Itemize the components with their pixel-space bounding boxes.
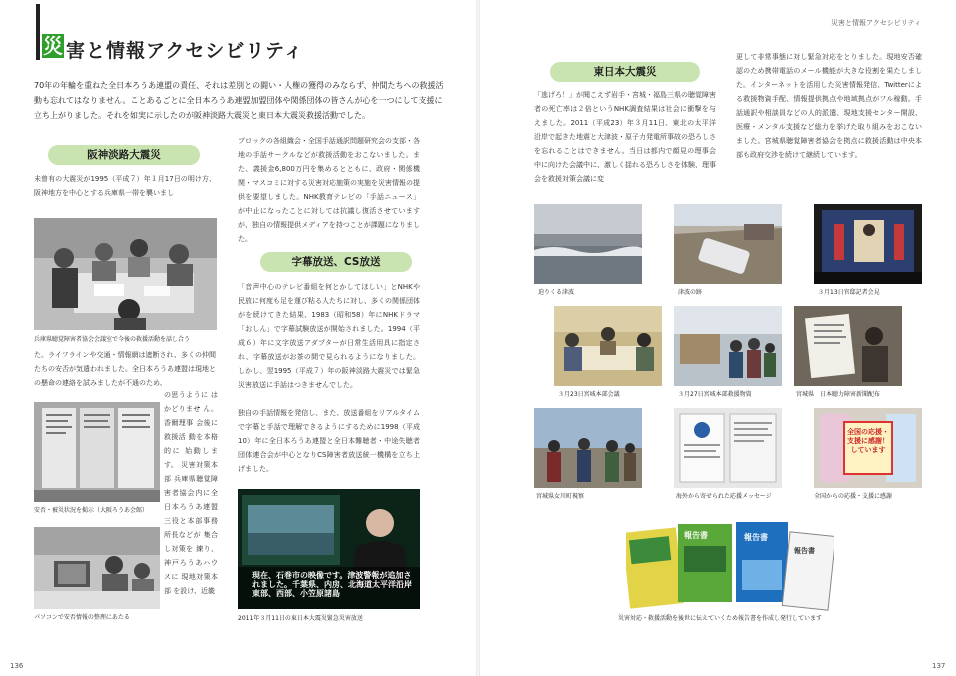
column2-text-top: ブロックの各組織会・全国手話通訳問題研究会の支部・各地の手話サークルなどが救援活動をおこないました。また、義援金6,800万円を集めるとともに、政府・関係機関・マスコミに対する災害対応施策の実施を災害情報の提供を要望しました。NHK教育テレビの「手話ニュース」が中止になったことに対しては抗議し復活させていますが、独自の情報提供メディアを持つことが課題になりました。 [238, 137, 420, 243]
right-column1-text: 「逃げろ！」が聞こえず岩手・宮城・福島三県の聴覚障害者の死亡率は２倍というNHK調査結果は社会に衝撃を与えました。2011（平成23）年３月11日、東北の太平洋沿岸で起きた地震と大津波・原子力発電所事故の恐ろしさを忘れることはできません。当日は都内で顔見の理事会中に向けた会議中に、激しく揺れる恐ろしさを体験、理事会を救援対策会議に変 [534, 91, 716, 183]
report-label-2: 報告書 [744, 533, 768, 542]
photo-notice-board [34, 402, 160, 502]
page-number-right: 137 [932, 662, 946, 670]
intro-paragraph: 70年の年輪を重ねた全日本ろうあ連盟の責任、それは差別との闘い・人権の獲得のみならず、仲間たちへの救援活動も忘れてはなりません。ことあるごとに全日本ろうあ連盟加盟団体や関係団体の皆さんが心を一つにして支援に立ち上がりました。それを如実に示したのが阪神淡路大震災と東日本大震災救援活動でした。 [34, 81, 444, 120]
caption-pc: パソコンで安否情報の整理にあたる [34, 614, 130, 621]
newspaper-illustration [794, 306, 902, 386]
pc-illustration [34, 527, 160, 609]
caption-aftermath: 津波の跡 [678, 289, 703, 296]
reports-stack [626, 520, 834, 612]
right-page [478, 0, 956, 676]
page-number-left: 136 [10, 662, 24, 670]
press-illustration [814, 204, 922, 284]
caption-thanks: 全国からの応援・支援に感謝 [814, 493, 893, 500]
report-label-1: 報告書 [684, 531, 708, 540]
meeting-illustration [34, 218, 217, 330]
caption-tsunami: 迫りくる津波 [538, 289, 575, 296]
photo-newspaper [794, 306, 902, 386]
caption-messages: 海外から寄せられた応援メッセージ [676, 493, 772, 500]
section-heading-higashi: 東日本大震災 [550, 62, 700, 82]
report-label-3: 報告書 [794, 547, 815, 555]
page-title: 害と情報アクセシビリティ [66, 40, 304, 62]
photo-meeting [34, 218, 217, 330]
board-illustration [34, 402, 160, 502]
title-accent-bar [36, 4, 40, 60]
caption-meeting-323: ３月23日宮城本部会議 [558, 391, 620, 398]
running-head: 災害と情報アクセシビリティ [831, 19, 922, 27]
column1-text-middle: た。ライフラインや交通・情報網は遮断され、多くの仲間たちの安否が気遣われました。全日本ろうあ連盟は現地との懸命の連絡を試みましたが不通のため、 [34, 351, 216, 387]
photo-tsunami [534, 204, 642, 284]
tsunami-illustration [534, 204, 642, 284]
reports-illustration [626, 520, 834, 612]
poster-text: 全国の応援・支援に感謝！しています [847, 428, 889, 454]
tv-subtitle: 現在、石巻市の映像です。津波警報が追加されました。千葉県、内房、北海道太平洋沿岸東部、西部、小笠原諸島 [252, 571, 412, 598]
caption-board: 安否・被災状況を掲示（大阪ろうあ会館） [34, 507, 149, 514]
right-column2-text: 更して非常事態に対し緊急対応をとりました。現地安否確認のため携帯電話のメール機能が大きな役割を果たしました。インターネットを活用した災害情報発信、Twitterによる救援物資手配、情報提供拠点や地域拠点がフル稼動。手話通訳や相談員などの人的派遣、現地支援センター開設、医療・メンタル支援など総力を挙げた取り組みをおこないました。宮城県聴覚障害者協会を拠点に救援活動は中央本部も政府交渉を続けて継続しています。 [736, 53, 922, 159]
caption-relief-supplies: ３月27日宮城本部救援物資 [678, 391, 752, 398]
photo-messages [674, 408, 782, 488]
meeting-323-illustration [554, 306, 662, 386]
relief-illustration [674, 306, 782, 386]
section-heading-hanshin: 阪神淡路大震災 [48, 145, 200, 165]
caption-newspaper: 宮城県 日本聴力障害新聞配布 [796, 391, 881, 398]
column2-text-middle: 「音声中心のテレビ番組を何とかしてほしい」とNHKや民放に何度も足を運び粘る人たちに対し、多くの関係団体がを続けてきた結果、1983（昭和58）年にNHKドラマ「おしん」で字幕試験放送が開始されました。1994（平成６）年に文字放送アダプターが日常生活用具に指定され、字幕放送がお茶の間で見られるようになりました。しかし、翌1995（平成７）年の阪神淡路大震災では緊急災害放送に手話はつきませんでした。 [238, 283, 420, 389]
column2-text-bottom: 独自の手話情報を発信し、また、放送番組をリアルタイムで字幕と手話で理解できるようにするために1998（平成10）年に全日本ろうあ連盟と全日本難聴者・中途失聴者団体連合会が中心となりCS障害者放送統一機構を立ち上げました。 [238, 409, 420, 473]
photo-thanks-poster [814, 408, 922, 488]
title-first-char: 災 [43, 34, 63, 58]
photo-press-conference [814, 204, 922, 284]
photo-onagawa [534, 408, 642, 488]
column1-text-top: 未曾有の大震災が1995（平成７）年１月17日の明け方、阪神地方を中心とする兵庫県一帯を襲いまし [34, 175, 216, 197]
photo-pc [34, 527, 160, 609]
photo-meeting-323 [554, 306, 662, 386]
aftermath-illustration [674, 204, 782, 284]
photo-tv-broadcast [238, 489, 420, 609]
photo-aftermath [674, 204, 782, 284]
messages-illustration [674, 408, 782, 488]
onagawa-illustration [534, 408, 642, 488]
section-heading-jimaku: 字幕放送、CS放送 [260, 252, 412, 272]
caption-onagawa: 宮城県女川町視察 [536, 493, 585, 500]
column1-text-narrow: の思うように はかどりませ ん。香爾理事 会後に救援活 動を本格的に 始動します。 災害対策本部 兵庫県聴覚障害者協会内に全日本ろうあ連盟 三役と本部事務所長などが 集合し対策を 練り、神戸ろうあハウスに 現地対策本部 を設け、近畿 [164, 391, 218, 595]
caption-reports: 災害対応・救援活動を後世に伝えていくため報告書を作成し発行しています [618, 615, 823, 622]
photo-relief-supplies [674, 306, 782, 386]
caption-tv: 2011年３月11日の東日本大震災緊急災害放送 [238, 615, 363, 622]
caption-press-conference: ３月13日官邸記者会見 [818, 289, 880, 296]
caption-meeting: 兵庫県聴覚障害者協会会議室で今後の救援活動を話し合う [34, 336, 191, 343]
